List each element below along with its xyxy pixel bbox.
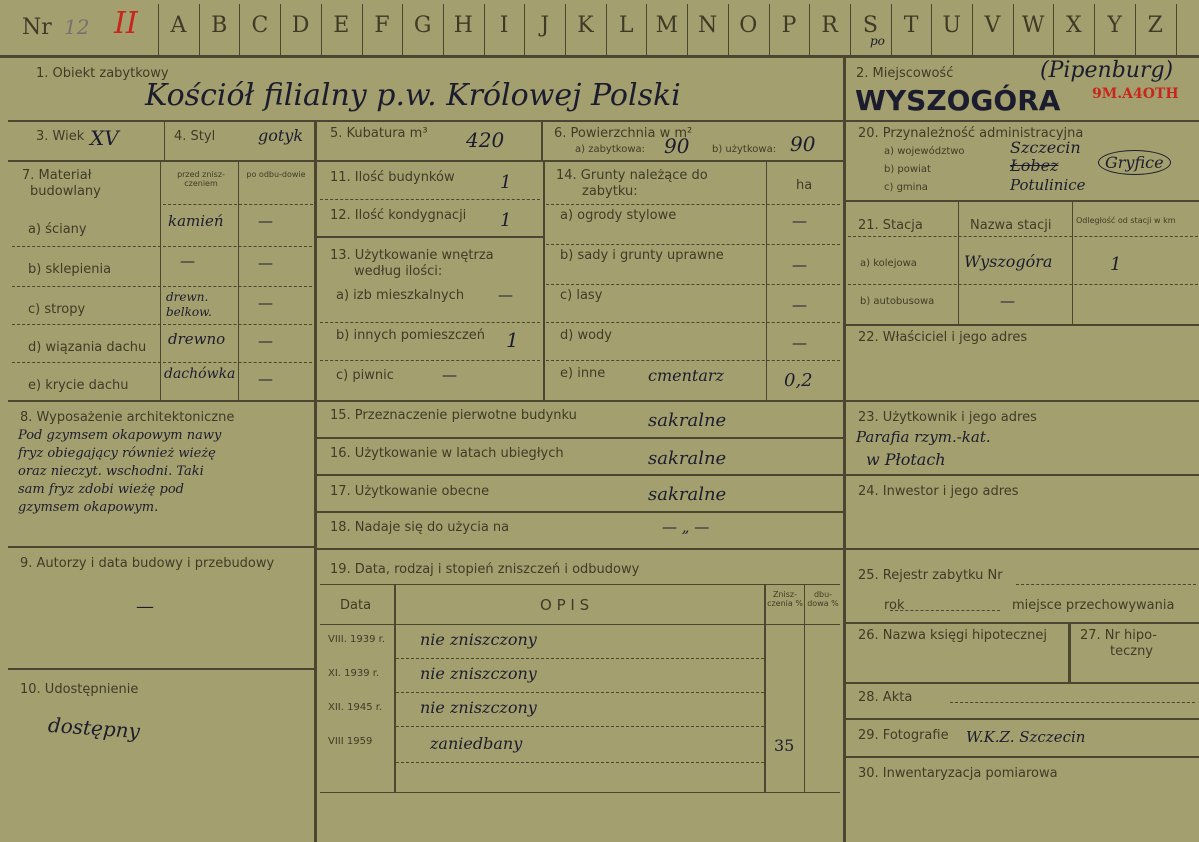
field-3-value: XV (90, 126, 119, 150)
rule (950, 702, 1195, 703)
row-divider (846, 400, 1199, 402)
field-7-row-before: dachówka (164, 366, 236, 382)
field-18-value: — „ — (662, 518, 710, 536)
alphabet-separator (931, 4, 932, 56)
col-divider (541, 122, 543, 160)
row-divider (8, 668, 314, 670)
alphabet-separator (280, 4, 281, 56)
field-14-row-label: a) ogrody stylowe (560, 208, 677, 223)
field-12-label: 12. Ilość kondygnacji (330, 208, 467, 223)
field-21-a-label: a) kolejowa (860, 258, 917, 269)
rule (546, 204, 840, 205)
field-7-row-after: — (258, 212, 273, 230)
field-5-value: 420 (466, 128, 505, 152)
field-21-b-name: — (1000, 292, 1015, 310)
alphabet-separator (362, 4, 363, 56)
field-7-row-before: drewn. belkow. (166, 290, 212, 319)
row-divider (846, 682, 1199, 684)
field-7-row-label: e) krycie dachu (28, 378, 129, 393)
alphabet-letter: Y (1107, 13, 1122, 38)
field-2-red-note: 9M.A4OTH (1092, 86, 1179, 102)
alphabet-letter: L (618, 13, 634, 38)
field-11-label: 11. Ilość budynków (330, 170, 455, 185)
alphabet-letter: M (655, 13, 679, 38)
row-divider (846, 474, 1199, 476)
rule (546, 322, 840, 323)
nr-label: Nr (22, 15, 52, 40)
field-7-row-before: — (180, 252, 195, 270)
middle-column-border (314, 122, 317, 842)
field-2-label: 2. Miejscowość (856, 66, 954, 81)
rule (320, 322, 540, 323)
field-22-label: 22. Właściciel i jego adres (858, 330, 1028, 345)
row-divider (8, 120, 843, 122)
field-29-label: 29. Fotografie (858, 728, 949, 743)
field-23-label: 23. Użytkownik i jego adres (858, 410, 1037, 425)
field-1-label: 1. Obiekt zabytkowy (36, 66, 169, 81)
field-23-line-1: Parafia rzym.-kat. (856, 428, 991, 446)
row-divider (8, 546, 314, 548)
field-16-value: sakralne (648, 448, 727, 469)
field-21-col-dist: Odległość od stacji w km (1076, 216, 1176, 225)
alphabet-separator (972, 4, 973, 56)
field-14-row-label: d) wody (560, 328, 612, 343)
alphabet-separator (199, 4, 200, 56)
table-19-bottom (320, 792, 840, 793)
field-7-row-after: — (258, 294, 273, 312)
field-7-row-after: — (258, 370, 273, 388)
field-19-row-date: XI. 1939 r. (328, 668, 380, 679)
rule (320, 199, 540, 200)
field-13-b-value: 1 (506, 328, 519, 352)
alphabet-letter: O (739, 13, 758, 38)
field-6-b-label: b) użytkowa: (712, 144, 777, 155)
alphabet-separator (484, 4, 485, 56)
field-20-b-value: Łobez (1010, 156, 1059, 175)
field-20-c-label: c) gmina (884, 182, 928, 193)
row-divider (317, 474, 843, 476)
field-21-col-name: Nazwa stacji (970, 218, 1052, 233)
row-divider (317, 437, 843, 439)
field-6-b-value: 90 (790, 132, 816, 156)
field-20-c-value: Potulinice (1010, 176, 1086, 194)
col-divider (766, 162, 767, 400)
alphabet-letter: W (1021, 13, 1045, 38)
field-14-label-2: zabytku: (582, 184, 638, 199)
alphabet-separator (769, 4, 770, 56)
alphabet-separator (1053, 4, 1054, 56)
alphabet-letter: G (413, 13, 432, 38)
field-9-value: — (136, 596, 154, 617)
alphabet-separator (1013, 4, 1014, 56)
row-divider (846, 200, 1199, 202)
field-13-a-value: — (498, 286, 513, 304)
field-7-col-before: przed znisz-czeniem (177, 170, 225, 188)
field-10-label: 10. Udostępnienie (20, 682, 139, 697)
field-19-row-date: VIII 1959 (328, 736, 373, 747)
alphabet-letter: H (453, 13, 473, 38)
rule (163, 204, 313, 205)
field-28-label: 28. Akta (858, 690, 913, 705)
alphabet-letter: V (984, 13, 1001, 38)
rule (320, 360, 540, 361)
alphabet-letter: N (697, 13, 718, 38)
rule (1016, 584, 1196, 585)
alphabet-letter: A (170, 13, 187, 38)
right-column-border (843, 58, 846, 842)
field-7-row-label: c) stropy (28, 302, 86, 317)
field-29-value: W.K.Z. Szczecin (966, 728, 1086, 746)
field-26-label: 26. Nazwa księgi hipotecznej (858, 628, 1047, 643)
rule (396, 692, 764, 693)
field-14-row-label: e) inne (560, 366, 606, 381)
alphabet-separator (158, 4, 159, 56)
field-20-a-label: a) województwo (884, 146, 965, 157)
table-19-top (320, 584, 840, 585)
field-19-col-date: Data (340, 598, 372, 613)
field-19-col-znisz: Znisz-czenia % (767, 590, 803, 608)
row-divider (317, 548, 843, 550)
rule (546, 244, 840, 245)
alphabet-letter: R (821, 13, 838, 38)
field-14-row-label: b) sady i grunty uprawne (560, 248, 724, 263)
field-13-a-label: a) izb mieszkalnych (336, 288, 465, 303)
field-7-row-label: d) wiązania dachu (28, 340, 147, 355)
field-7-row-label: b) sklepienia (28, 262, 112, 277)
field-19-row-opis: zaniedbany (430, 734, 523, 753)
alphabet-separator (809, 4, 810, 56)
roman-mark: II (114, 6, 138, 41)
row-divider (8, 400, 314, 402)
alphabet-separator (728, 4, 729, 56)
alphabet-letter: E (333, 13, 350, 38)
rule (848, 236, 1198, 237)
alphabet-separator (850, 4, 851, 56)
col-divider (238, 162, 239, 400)
rule (546, 284, 840, 285)
field-23-line-2: w Płotach (866, 450, 946, 469)
col-divider (1072, 202, 1073, 324)
field-14-row-value: 0,2 (784, 370, 813, 391)
field-27-label: 27. Nr hipo- (1080, 628, 1157, 643)
field-19-col-opis: O P I S (540, 596, 590, 614)
alphabet-letter: U (942, 13, 962, 38)
col-divider (543, 162, 545, 400)
rule (12, 246, 312, 247)
field-8-line: Pod gzymsem okapowym nawy (18, 428, 222, 443)
row-divider (846, 622, 1199, 624)
field-7-label-2: budowlany (30, 184, 101, 199)
alphabet-separator (239, 4, 240, 56)
row-divider (846, 718, 1199, 720)
alphabet-letter: B (211, 13, 228, 38)
header-divider (0, 55, 1199, 58)
field-13-c-label: c) piwnic (336, 368, 394, 383)
rule (396, 658, 764, 659)
field-17-label: 17. Użytkowanie obecne (330, 484, 490, 499)
field-1-value: Kościół filialny p.w. Królowej Polski (145, 78, 681, 113)
field-8-line: gzymsem okapowym. (18, 500, 159, 515)
row-divider (317, 236, 543, 238)
alphabet-separator (1176, 4, 1177, 56)
row-divider (846, 324, 1199, 326)
field-27-label-2: teczny (1110, 644, 1153, 659)
rule (396, 726, 764, 727)
rule (12, 362, 312, 363)
field-10-value: dostępny (47, 712, 141, 744)
alphabet-separator (1135, 4, 1136, 56)
alphabet-letter: Z (1147, 13, 1163, 38)
field-6-a-value: 90 (664, 134, 690, 158)
field-7-col-after: po odbu-dowie (246, 170, 306, 179)
alphabet-letter: X (1066, 13, 1082, 38)
field-14-row-value: — (792, 296, 807, 314)
field-8-line: sam fryz zdobi wieżę pod (18, 482, 184, 497)
row-divider (317, 511, 843, 513)
field-21-a-name: Wyszogóra (964, 252, 1053, 271)
letter-mark: po (870, 34, 885, 48)
field-7-row-before: drewno (168, 330, 226, 348)
rule (396, 762, 764, 763)
field-6-a-label: a) zabytkowa: (575, 144, 645, 155)
alphabet-separator (646, 4, 647, 56)
field-4-label: 4. Styl (174, 129, 216, 144)
field-19-row-opis: nie zniszczony (420, 630, 537, 649)
field-13-b-label: b) innych pomieszczeń (336, 328, 486, 343)
field-20-b-value-2: Gryfice (1098, 150, 1171, 175)
alphabet-separator (321, 4, 322, 56)
field-25-rok: rok (884, 598, 905, 613)
field-14-row-note: cmentarz (648, 366, 724, 385)
alphabet-separator (402, 4, 403, 56)
field-18-label: 18. Nadaje się do użycia na (330, 520, 510, 535)
field-7-row-after: — (258, 332, 273, 350)
col-divider (804, 584, 805, 792)
alphabet-separator (1094, 4, 1095, 56)
alphabet-letter: J (540, 13, 550, 38)
field-14-label: 14. Grunty należące do (556, 168, 708, 183)
field-14-row-value: — (792, 334, 807, 352)
field-5-label: 5. Kubatura m³ (330, 126, 428, 141)
col-divider (394, 584, 396, 792)
field-2-value: WYSZOGÓRA (855, 84, 1061, 117)
alphabet-letter: F (374, 13, 390, 38)
field-8-line: fryz obiegający również wieżę (18, 446, 216, 461)
row-divider (846, 120, 1199, 122)
field-15-label: 15. Przeznaczenie pierwotne budynku (330, 408, 577, 423)
field-20-label: 20. Przynależność administracyjna (858, 126, 1084, 141)
alphabet-separator (565, 4, 566, 56)
field-25-label: 25. Rejestr zabytku Nr (858, 568, 1003, 583)
field-7-row-after: — (258, 254, 273, 272)
rule (12, 324, 312, 325)
alphabet-separator (606, 4, 607, 56)
alphabet-letter: P (781, 13, 797, 38)
col-divider (164, 122, 165, 160)
field-12-value: 1 (500, 210, 512, 231)
field-19-row-opis: nie zniszczony (420, 698, 537, 717)
field-3-label: 3. Wiek (36, 129, 85, 144)
field-20-b-label: b) powiat (884, 164, 931, 175)
field-24-label: 24. Inwestor i jego adres (858, 484, 1019, 499)
field-16-label: 16. Użytkowanie w latach ubiegłych (330, 446, 564, 461)
field-17-value: sakralne (648, 484, 727, 505)
field-4-value: gotyk (258, 126, 304, 145)
col-divider (958, 202, 959, 324)
field-19-row-opis: nie zniszczony (420, 664, 537, 683)
field-7-row-before: kamień (168, 212, 224, 230)
field-19-row-date: XII. 1945 r. (328, 702, 383, 713)
field-21-label: 21. Stacja (858, 218, 923, 233)
field-7-row-label: a) ściany (28, 222, 87, 237)
field-14-row-value: — (792, 212, 807, 230)
nr-value: 12 (64, 15, 90, 39)
field-2-alt: (Pipenburg) (1040, 58, 1174, 83)
field-25-miejsce: miejsce przechowywania (1012, 598, 1175, 613)
table-19-header-rule (320, 624, 840, 625)
field-14-row-value: — (792, 256, 807, 274)
row-divider (846, 548, 1199, 550)
field-8-line: oraz nieczyt. wschodni. Taki (18, 464, 204, 479)
field-20-a-value: Szczecin (1010, 138, 1081, 157)
alphabet-letter: T (903, 13, 919, 38)
alphabet-letter: C (251, 13, 269, 38)
rule (546, 360, 840, 361)
alphabet-separator (443, 4, 444, 56)
field-19-label: 19. Data, rodzaj i stopień zniszczeń i odbudowy (330, 562, 640, 577)
field-15-value: sakralne (648, 410, 727, 431)
field-21-b-label: b) autobusowa (860, 296, 935, 307)
field-8-label: 8. Wyposażenie architektoniczne (20, 410, 235, 425)
field-30-label: 30. Inwentaryzacja pomiarowa (858, 766, 1058, 781)
field-13-label-2: według ilości: (354, 264, 443, 279)
field-19-col-odb: dbu-dowa % (807, 590, 839, 608)
field-14-row-label: c) lasy (560, 288, 603, 303)
alphabet-letter: D (291, 13, 310, 38)
field-13-label: 13. Użytkowanie wnętrza (330, 248, 494, 263)
field-14-unit: ha (796, 178, 813, 193)
field-9-label: 9. Autorzy i data budowy i przebudowy (20, 556, 275, 571)
rule (12, 286, 312, 287)
alphabet-separator (687, 4, 688, 56)
field-21-a-dist: 1 (1110, 254, 1122, 275)
field-19-row-date: VIII. 1939 r. (328, 634, 386, 645)
field-19-row-znisz: 35 (774, 736, 795, 755)
alphabet-letter: K (577, 13, 594, 38)
field-11-value: 1 (500, 172, 512, 193)
field-6-label: 6. Powierzchnia w m² (554, 126, 693, 141)
col-divider (1068, 624, 1071, 682)
rule (848, 284, 1198, 285)
alphabet-separator (891, 4, 892, 56)
alphabet-letter: I (499, 13, 509, 38)
rule (890, 610, 1000, 611)
alphabet-separator (524, 4, 525, 56)
col-divider (160, 162, 161, 400)
row-divider (8, 160, 843, 162)
field-7-label: 7. Materiał (22, 168, 92, 183)
row-divider (846, 756, 1199, 758)
alphabet-letter: S (862, 13, 878, 38)
field-13-c-value: — (442, 366, 457, 384)
row-divider (317, 400, 843, 402)
col-divider (764, 584, 766, 792)
